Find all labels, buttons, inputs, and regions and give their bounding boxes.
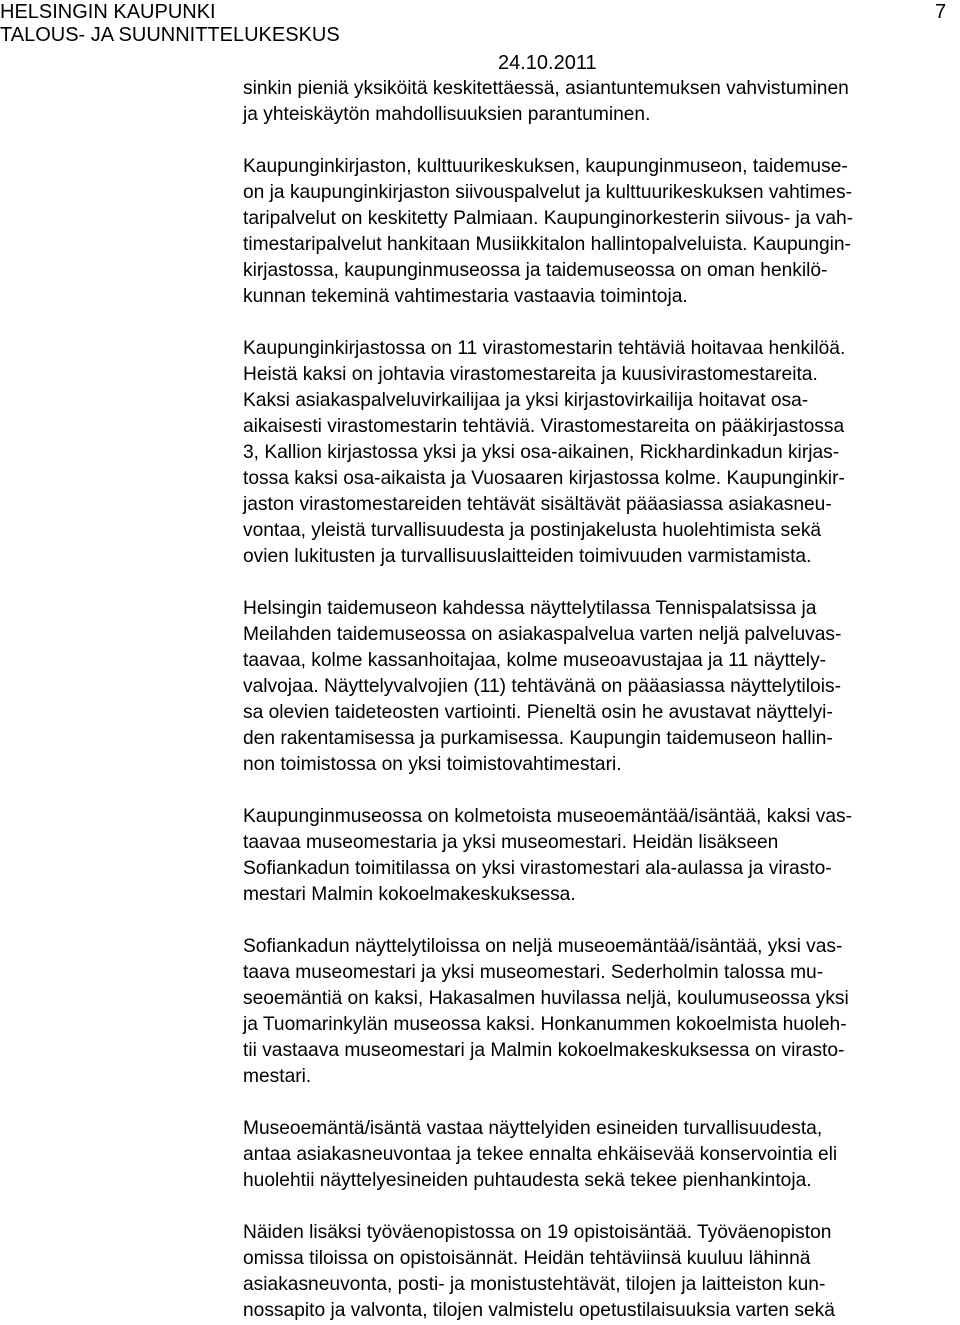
text-line: sinkin pieniä yksiköitä keskitettäessä, asiantuntemuksen vahvistuminen [243,78,849,99]
text-line: Kaksi asiakaspalveluvirkailijaa ja yksi kirjastovirkailija hoitavat osa- [243,390,809,411]
text-line: Sofiankadun näyttelytiloissa on neljä museoemäntää/isäntää, yksi vas- [243,936,843,957]
paragraph-gap [243,128,953,154]
text-line: ovien lukitusten ja turvallisuuslaitteiden toimivuuden varmistamista. [243,546,812,567]
text-line: Näiden lisäksi työväenopistossa on 19 opistoisäntää. Työväenopiston [243,1222,832,1243]
text-line: vontaa, yleistä turvallisuudesta ja postinjakelusta huolehtimista sekä [243,520,822,541]
text-line: antaa asiakasneuvontaa ja tekee ennalta ehkäisevää konservointia eli [243,1144,838,1165]
text-line: Sofiankadun toimitilassa on yksi virastomestari ala-aulassa ja virasto- [243,858,832,879]
department-name: TALOUS- JA SUUNNITTELUKESKUS [0,24,340,46]
text-line: sa olevien taideteosten vartiointi. Pieneltä osin he avustavat näyttelyi- [243,702,833,723]
paragraph-gap [243,908,953,934]
paragraph-gap [243,778,953,804]
page-header [0,0,960,80]
text-line: mestari Malmin kokoelmakeskuksessa. [243,884,576,905]
document-date: 24.10.2011 [498,52,597,74]
text-line: Museoemäntä/isäntä vastaa näyttelyiden esineiden turvallisuudesta, [243,1118,823,1139]
text-line: seoemäntiä on kaksi, Hakasalmen huvilassa neljä, koulumuseossa yksi [243,988,849,1009]
text-line: kunnan tekeminä vahtimestaria vastaavia toimintoja. [243,286,688,307]
text-line: 3, Kallion kirjastossa yksi ja yksi osa-aikainen, Rickhardinkadun kirjas- [243,442,840,463]
text-line: taripalvelut on keskitetty Palmiaan. Kaupunginorkesterin siivous- ja vah- [243,208,854,229]
text-line: mestari. [243,1066,312,1087]
paragraph [243,934,953,1090]
paragraph-gap [243,1090,953,1116]
text-line: tii vastaava museomestari ja Malmin kokoelmakeskuksessa on virasto- [243,1040,845,1061]
text-line: taavaa museomestaria ja yksi museomestari. Heidän lisäkseen [243,832,779,853]
text-line: ja Tuomarinkylän museossa kaksi. Honkanummen kokoelmista huoleh- [243,1014,847,1035]
text-line: ja yhteiskäytön mahdollisuuksien parantuminen. [243,104,651,125]
text-line: tossa kaksi osa-aikaista ja Vuosaaren kirjastossa kolme. Kaupunginkir- [243,468,845,489]
text-line: den rakentamisessa ja purkamisessa. Kaupungin taidemuseon hallin- [243,728,833,749]
text-line: jaston virastomestareiden tehtävät sisältävät pääasiassa asiakasneu- [243,494,832,515]
page-number: 7 [935,1,947,23]
paragraph [243,1116,953,1194]
organization-name: HELSINGIN KAUPUNKI [0,1,216,23]
paragraph [243,804,953,908]
text-line: Meilahden taidemuseossa on asiakaspalvelua varten neljä palveluvas- [243,624,842,645]
text-line: kirjastossa, kaupunginmuseossa ja taidemuseossa on oman henkilö- [243,260,828,281]
text-line: Heistä kaksi on johtavia virastomestareita ja kuusivirastomestareita. [243,364,818,385]
text-line: non toimistossa on yksi toimistovahtimestari. [243,754,622,775]
text-line: Kaupunginmuseossa on kolmetoista museoemäntää/isäntää, kaksi vas- [243,806,853,827]
paragraph [243,76,953,128]
text-line: nossapito ja valvonta, tilojen valmistelu opetustilaisuuksia varten sekä [243,1300,835,1321]
text-line: timestaripalvelut hankitaan Musiikkitalon hallintopalveluista. Kaupungin- [243,234,851,255]
paragraph [243,1220,953,1324]
text-line: aikaisesti virastomestarin tehtäviä. Virastomestareita on pääkirjastossa [243,416,845,437]
text-line: on ja kaupunginkirjaston siivouspalvelut ja kulttuurikeskuksen vahtimes- [243,182,852,203]
text-line: huolehtii näyttelyesineiden puhtaudesta sekä tekee pienhankintoja. [243,1170,812,1191]
paragraph [243,596,953,778]
text-line: omissa tiloissa on opistoisännät. Heidän tehtäviinsä kuuluu lähinnä [243,1248,811,1269]
text-line: Kaupunginkirjaston, kulttuurikeskuksen, kaupunginmuseon, taidemuse- [243,156,848,177]
text-line: asiakasneuvonta, posti- ja monistustehtävät, tilojen ja laitteiston kun- [243,1274,826,1295]
text-line: Helsingin taidemuseon kahdessa näyttelytilassa Tennispalatsissa ja [243,598,817,619]
text-line: taava museomestari ja yksi museomestari. Sederholmin talossa mu- [243,962,824,983]
paragraph-gap [243,1194,953,1220]
paragraph-gap [243,570,953,596]
text-line: Kaupunginkirjastossa on 11 virastomestarin tehtäviä hoitavaa henkilöä. [243,338,846,359]
document-body [243,76,953,1324]
paragraph [243,154,953,310]
text-line: taavaa, kolme kassanhoitajaa, kolme museoavustajaa ja 11 näyttely- [243,650,827,671]
text-line: valvojaa. Näyttelyvalvojien (11) tehtävänä on pääasiassa näyttelytilois- [243,676,841,697]
paragraph-gap [243,310,953,336]
paragraph [243,336,953,570]
